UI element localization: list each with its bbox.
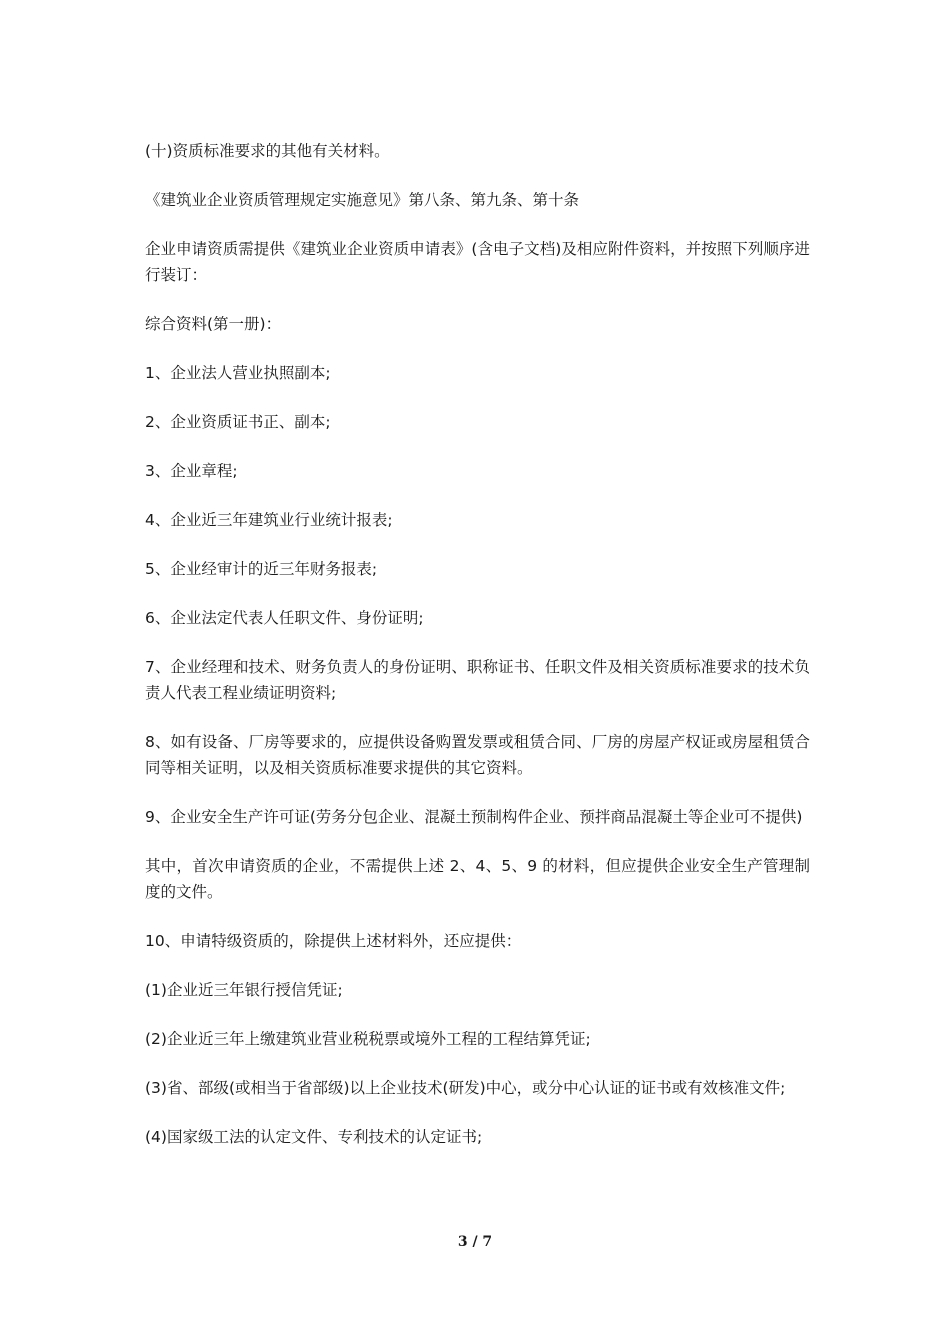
list-item: 1、企业法人营业执照副本; — [145, 364, 331, 382]
sub-list-item: (2)企业近三年上缴建筑业营业税税票或境外工程的工程结算凭证; — [145, 1030, 591, 1048]
sub-list-item: (4)国家级工法的认定文件、专利技术的认定证书; — [145, 1128, 483, 1146]
list-item: 7、企业经理和技术、财务负责人的身份证明、职称证书、任职文件及相关资质标准要求的技术负责人代表工程业绩证明资料; — [145, 658, 810, 702]
list-item: 9、企业安全生产许可证(劳务分包企业、混凝土预制构件企业、预拌商品混凝土等企业可不提供) — [145, 808, 803, 826]
list-item: 8、如有设备、厂房等要求的，应提供设备购置发票或租赁合同、厂房的房屋产权证或房屋租赁合同等相关证明，以及相关资质标准要求提供的其它资料。 — [145, 733, 810, 777]
sub-list-item: (1)企业近三年银行授信凭证; — [145, 981, 343, 999]
paragraph: 其中，首次申请资质的企业，不需提供上述 2、4、5、9 的材料，但应提供企业安全生产管理制度的文件。 — [145, 857, 810, 901]
sub-list-item: (3)省、部级(或相当于省部级)以上企业技术(研发)中心，或分中心认证的证书或有效核准文件; — [145, 1079, 786, 1097]
paragraph: 综合资料(第一册)： — [145, 315, 282, 333]
list-item: 2、企业资质证书正、副本; — [145, 413, 331, 431]
page-number: 3 / 7 — [457, 1234, 493, 1250]
list-item: 10、申请特级资质的，除提供上述材料外，还应提供： — [145, 932, 522, 950]
paragraph: (十)资质标准要求的其他有关材料。 — [145, 142, 390, 160]
list-item: 4、企业近三年建筑业行业统计报表; — [145, 511, 393, 529]
list-item: 5、企业经审计的近三年财务报表; — [145, 560, 378, 578]
list-item: 6、企业法定代表人任职文件、身份证明; — [145, 609, 424, 627]
list-item: 3、企业章程; — [145, 462, 238, 480]
paragraph: 企业申请资质需提供《建筑业企业资质申请表》(含电子文档)及相应附件资料，并按照下列顺序进行装订： — [145, 240, 810, 284]
paragraph: 《建筑业企业资质管理规定实施意见》第八条、第九条、第十条 — [145, 191, 580, 209]
document-body — [145, 138, 810, 1173]
